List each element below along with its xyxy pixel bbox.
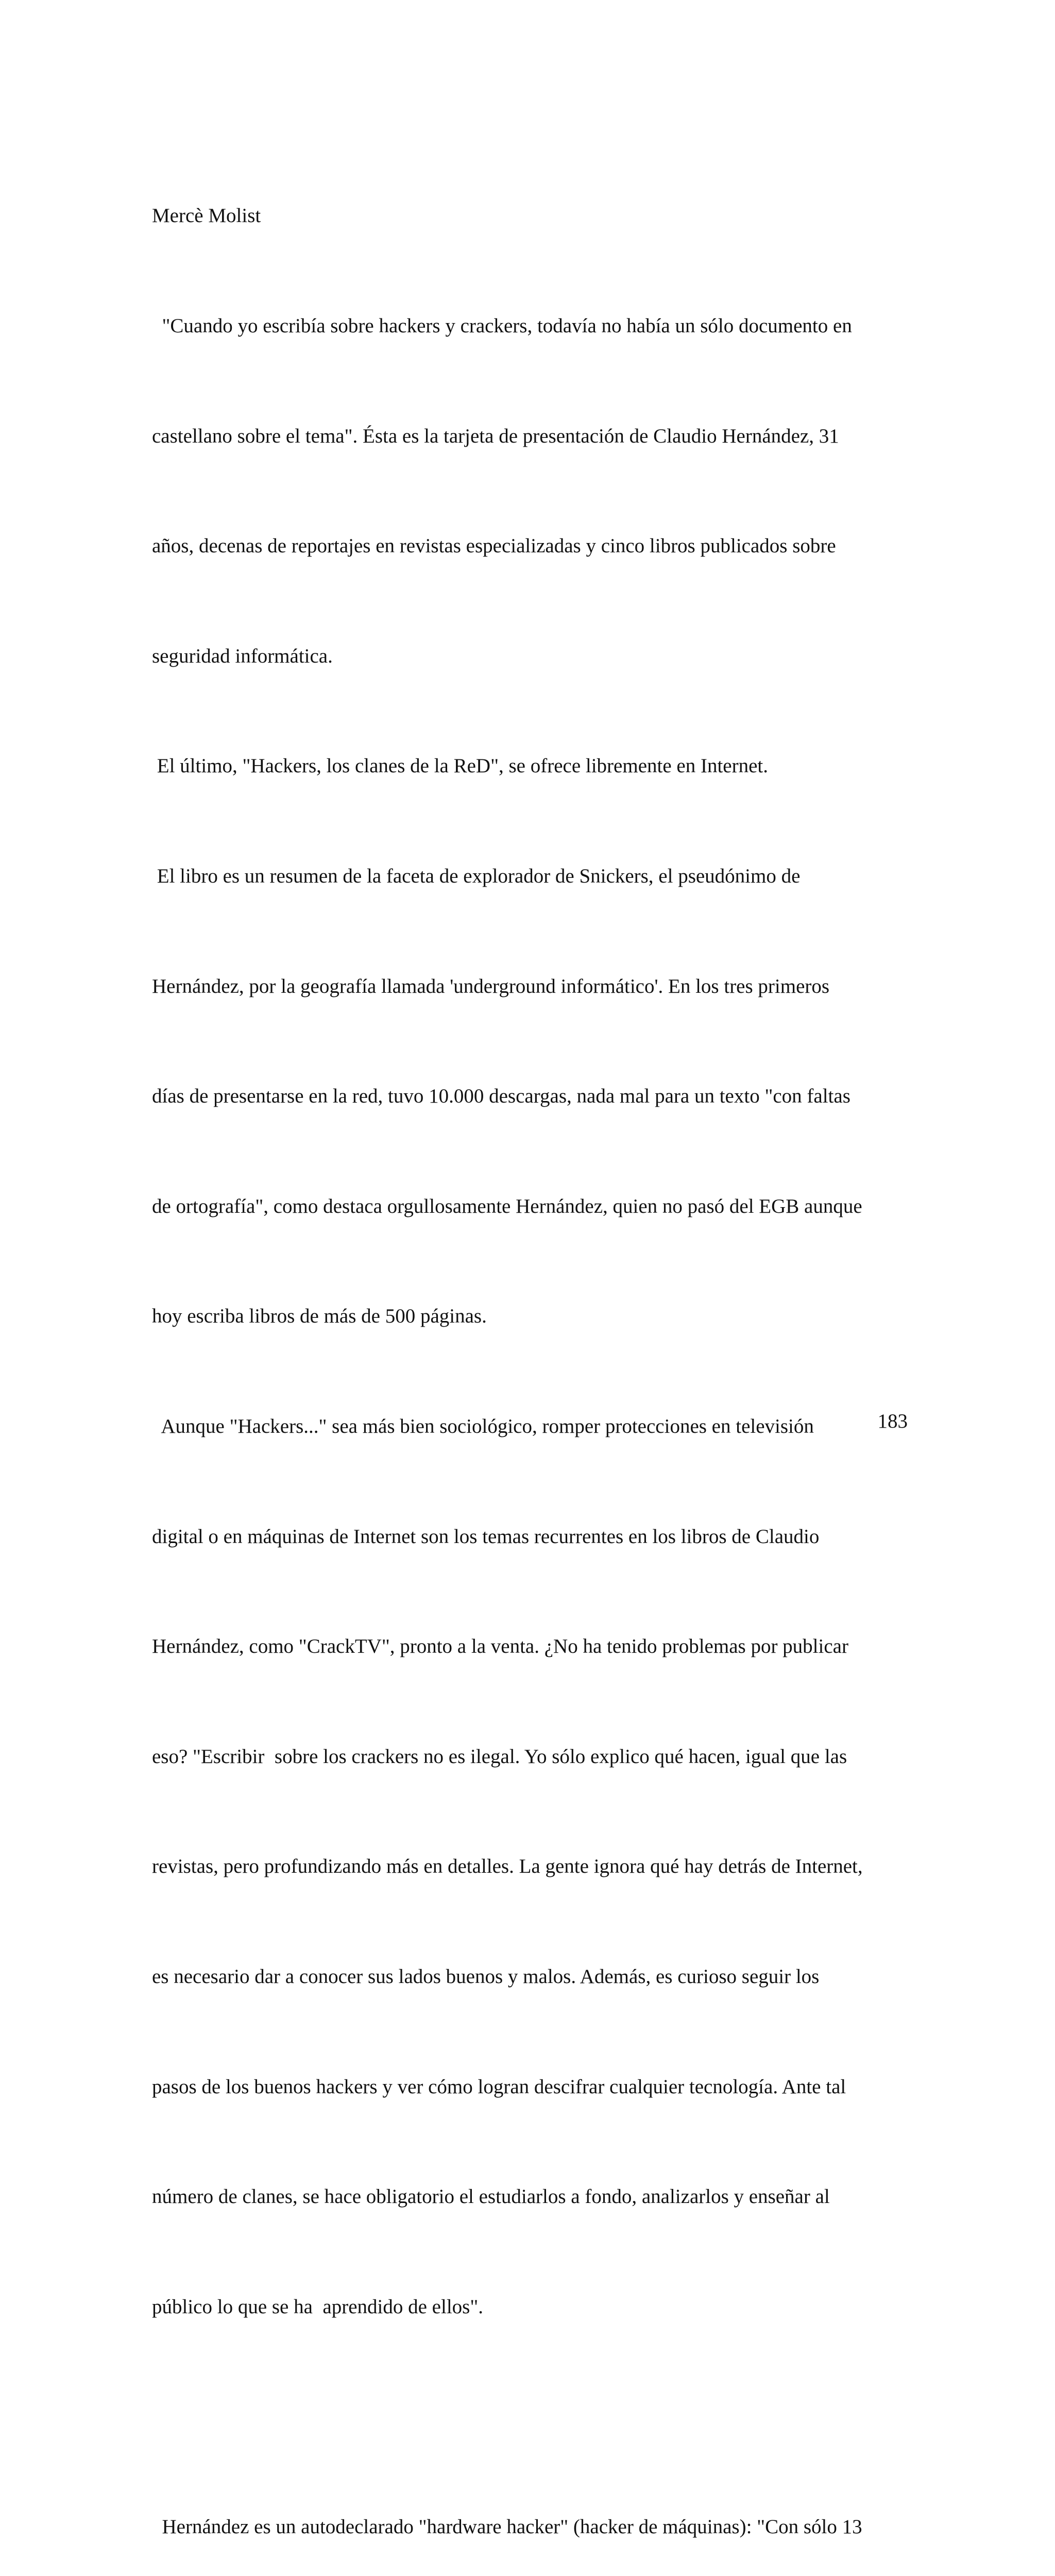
text-line: Aunque "Hackers..." sea más bien sociológico, romper protecciones en televisión xyxy=(152,1415,814,1437)
text-line: El libro es un resumen de la faceta de explorador de Snickers, el pseudónimo de xyxy=(152,865,801,887)
text-line: número de clanes, se hace obligatorio el estudiarlos a fondo, analizarlos y enseñar al xyxy=(152,2185,830,2208)
text-line: Hernández, como "CrackTV", pronto a la venta. ¿No ha tenido problemas por publicar xyxy=(152,1635,848,1658)
text-line: revistas, pero profundizando más en detalles. La gente ignora qué hay detrás de Internet, xyxy=(152,1855,863,1878)
text-line: eso? "Escribir sobre los crackers no es ilegal. Yo sólo explico qué hacen, igual que las xyxy=(152,1745,847,1768)
text-line: seguridad informática. xyxy=(152,645,333,667)
text-line: días de presentarse en la red, tuvo 10.000 descargas, nada mal para un texto "con faltas xyxy=(152,1085,850,1108)
text-line: castellano sobre el tema". Ésta es la tarjeta de presentación de Claudio Hernández, 31 xyxy=(152,425,839,447)
page-number: 183 xyxy=(877,1410,908,1432)
text-line: es necesario dar a conocer sus lados buenos y malos. Además, es curioso seguir los xyxy=(152,1965,820,1988)
text-line: Hernández es un autodeclarado "hardware hacker" (hacker de máquinas): "Con sólo 13 xyxy=(152,2515,862,2538)
article-text xyxy=(152,124,925,2576)
text-line: "Cuando yo escribía sobre hackers y crackers, todavía no había un sólo documento en xyxy=(152,315,852,337)
text-line: digital o en máquinas de Internet son los temas recurrentes en los libros de Claudio xyxy=(152,1525,820,1548)
text-line: público lo que se ha aprendido de ellos". xyxy=(152,2295,484,2318)
text-line: años, decenas de reportajes en revistas especializadas y cinco libros publicados sobre xyxy=(152,535,836,557)
text-line: hoy escriba libros de más de 500 páginas. xyxy=(152,1305,487,1328)
paragraph-gap xyxy=(152,2398,925,2435)
text-line: pasos de los buenos hackers y ver cómo logran descifrar cualquier tecnología. Ante tal xyxy=(152,2075,846,2098)
text-line: de ortografía", como destaca orgullosamente Hernández, quien no pasó del EGB aunque xyxy=(152,1195,862,1217)
text-line: Hernández, por la geografía llamada 'underground informático'. En los tres primeros xyxy=(152,975,830,997)
text-line: El último, "Hackers, los clanes de la ReD", se ofrece libremente en Internet. xyxy=(152,755,768,777)
author-line: Mercè Molist xyxy=(152,205,261,227)
